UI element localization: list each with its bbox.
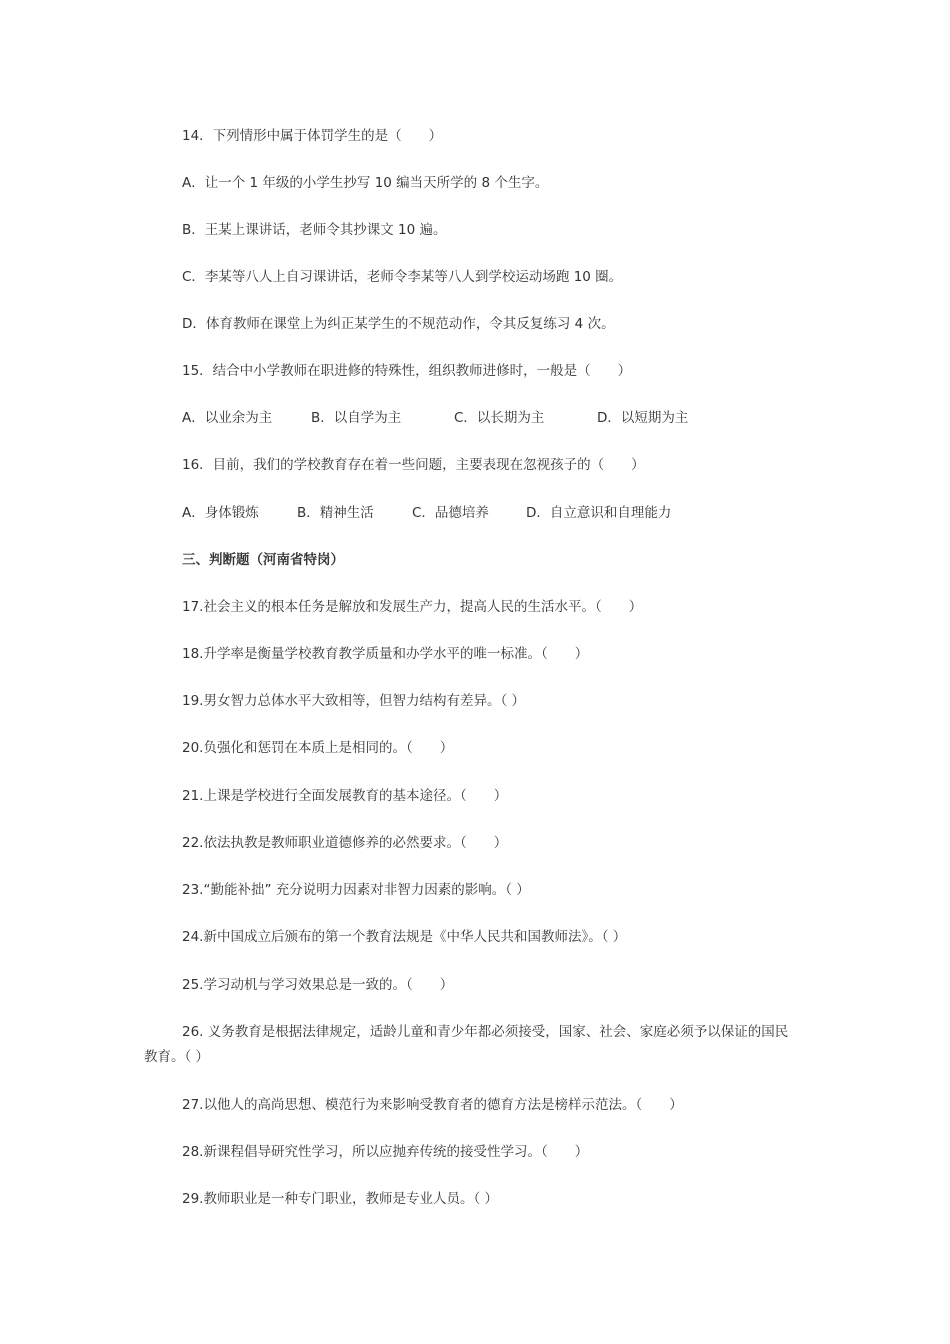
question-16-option-b: B．精神生活 — [297, 505, 374, 521]
question-15-option-a: A．以业余为主 — [182, 410, 273, 426]
question-16-option-c: C．品德培养 — [412, 505, 489, 521]
question-26-line-1: 26. 义务教育是根据法律规定，适龄儿童和青少年都必须接受，国家、社会、家庭必须予以保证的国民 — [182, 1024, 789, 1040]
question-29: 29.教师职业是一种专门职业，教师是专业人员。（ ） — [182, 1191, 499, 1207]
question-22: 22.依法执教是教师职业道德修养的必然要求。（ ） — [182, 835, 508, 851]
question-15-stem: 15．结合中小学教师在职进修的特殊性，组织教师进修时，一般是（ ） — [182, 363, 632, 379]
question-14-option-a: A．让一个 1 年级的小学生抄写 10 编当天所学的 8 个生字。 — [182, 175, 549, 191]
section-heading-judgment: 三、判断题（河南省特岗） — [182, 552, 344, 568]
question-14-option-c: C．李某等八人上自习课讲话，老师令李某等八人到学校运动场跑 10 圈。 — [182, 269, 623, 285]
question-21: 21.上课是学校进行全面发展教育的基本途径。（ ） — [182, 788, 508, 804]
question-25: 25.学习动机与学习效果总是一致的。（ ） — [182, 977, 454, 993]
question-16-option-d: D．自立意识和自理能力 — [526, 505, 672, 521]
question-15-option-c: C．以长期为主 — [454, 410, 545, 426]
question-23: 23.“勤能补拙” 充分说明力因素对非智力因素的影响。（ ） — [182, 882, 530, 898]
question-26-line-2: 教育。（ ） — [144, 1049, 210, 1065]
question-28: 28.新课程倡导研究性学习，所以应抛弃传统的接受性学习。（ ） — [182, 1144, 589, 1160]
question-14-option-b: B．王某上课讲话，老师令其抄课文 10 遍。 — [182, 222, 447, 238]
question-19: 19.男女智力总体水平大致相等，但智力结构有差异。（ ） — [182, 693, 526, 709]
question-14-stem: 14．下列情形中属于体罚学生的是（ ） — [182, 128, 443, 144]
question-16-option-a: A．身体锻炼 — [182, 505, 259, 521]
question-15-option-d: D．以短期为主 — [597, 410, 689, 426]
question-17: 17.社会主义的根本任务是解放和发展生产力，提高人民的生活水平。（ ） — [182, 599, 643, 615]
question-18: 18.升学率是衡量学校教育教学质量和办学水平的唯一标准。（ ） — [182, 646, 589, 662]
question-14-option-d: D．体育教师在课堂上为纠正某学生的不规范动作，令其反复练习 4 次。 — [182, 316, 615, 332]
question-27: 27.以他人的高尚思想、模范行为来影响受教育者的德育方法是榜样示范法。（ ） — [182, 1097, 683, 1113]
question-15-option-b: B．以自学为主 — [311, 410, 402, 426]
question-20: 20.负强化和惩罚在本质上是相同的。（ ） — [182, 740, 454, 756]
question-24: 24.新中国成立后颁布的第一个教育法规是《中华人民共和国教师法》。（ ） — [182, 929, 627, 945]
question-16-stem: 16．目前，我们的学校教育存在着一些问题，主要表现在忽视孩子的（ ） — [182, 457, 645, 473]
